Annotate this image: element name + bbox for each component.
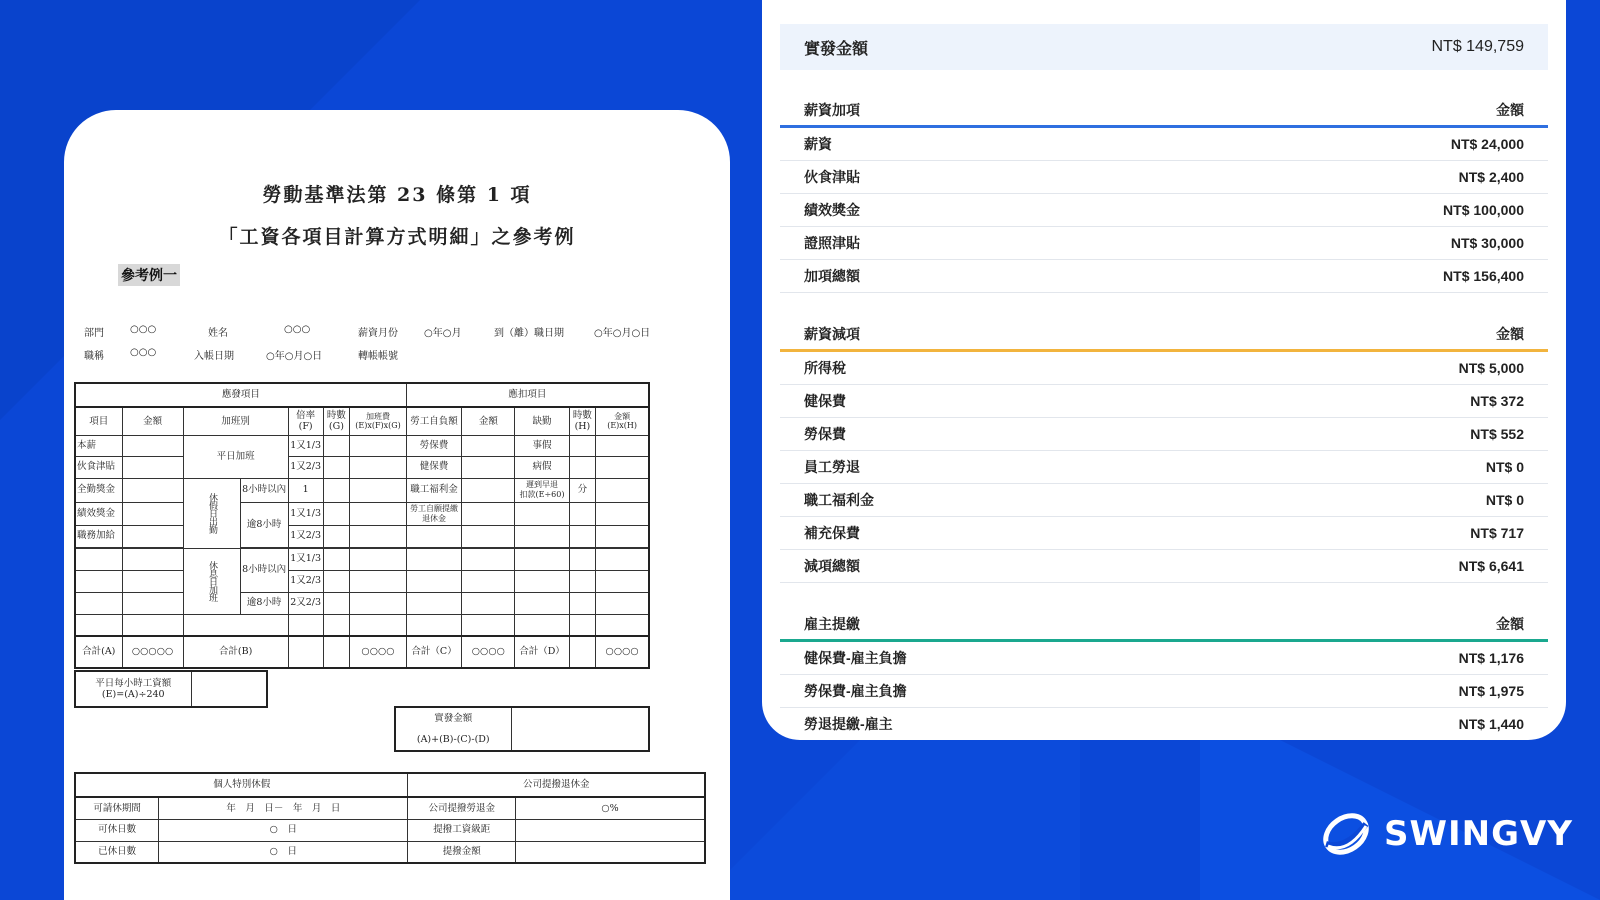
row-value: NT$ 24,000 [1450, 136, 1524, 152]
col-header: 加班別 [183, 407, 288, 435]
row-value: NT$ 5,000 [1458, 360, 1524, 376]
rate-cell: 1又1/3 [288, 548, 323, 570]
leave-days-value: ○ 日 [159, 819, 408, 841]
ot-within8: 8小時以內 [240, 548, 288, 592]
pension-rate-label: 公司提撥勞退金 [408, 797, 516, 819]
absence-item: 病假 [515, 456, 569, 478]
wage-table [74, 382, 650, 669]
deduction-row [780, 418, 1548, 451]
ot-over8: 逾8小時 [240, 592, 288, 614]
row-value: NT$ 30,000 [1450, 235, 1524, 251]
swingvy-logo [1320, 810, 1573, 858]
month-label: 薪資月份 [358, 328, 398, 339]
col-header: 倍率 (F) [288, 407, 323, 435]
net-pay-row [780, 24, 1548, 70]
deduction-row [780, 451, 1548, 484]
hourly-wage-label: 平日每小時工資額 (E)=(A)÷240 [75, 671, 191, 707]
leave-period-value: 年 月 日－ 年 月 日 [159, 797, 408, 819]
employer-header [780, 608, 1548, 642]
ot-within8: 8小時以內 [240, 478, 288, 502]
ot-rest-label: 休息日加班 [183, 548, 240, 614]
row-label: 績效獎金 [804, 202, 860, 218]
pension-rate-value: ○% [516, 797, 705, 819]
net-pay-label: 實發金額 [395, 707, 511, 729]
rate-cell: 1又2/3 [288, 570, 323, 592]
addition-total-row [780, 260, 1548, 293]
deduction-total-row [780, 550, 1548, 583]
earn-header: 應發項目 [75, 383, 406, 407]
earn-item: 全勤獎金 [75, 478, 122, 502]
deduct-item: 健保費 [406, 456, 462, 478]
addition-row [780, 128, 1548, 161]
row-value: NT$ 1,975 [1458, 683, 1524, 699]
account-label: 轉帳帳號 [358, 351, 398, 362]
arrive-value: ○年○月○日 [594, 328, 651, 339]
minute-unit: 分 [569, 478, 596, 502]
entry-label: 入帳日期 [194, 351, 234, 362]
total-b-value: ○○○○ [350, 636, 407, 668]
leave-used-label: 已休日數 [75, 841, 159, 863]
total-d-value: ○○○○ [596, 636, 649, 668]
absence-item: 事假 [515, 435, 569, 456]
pension-amount-label: 提撥金額 [408, 841, 516, 863]
entry-value: ○年○月○日 [266, 351, 323, 362]
row-label: 健保費-雇主負擔 [804, 650, 907, 666]
row-label: 加項總額 [804, 268, 860, 284]
row-label: 健保費 [804, 393, 846, 409]
month-value: ○年○月 [424, 328, 462, 339]
row-value: NT$ 717 [1470, 525, 1524, 541]
col-header: 金額 (E)x(H) [596, 407, 649, 435]
brand-name: SWINGVY [1384, 814, 1573, 854]
row-label: 薪資 [804, 136, 832, 152]
rate-cell: 1 [288, 478, 323, 502]
ot-over8: 逾8小時 [240, 502, 288, 547]
row-label: 所得稅 [804, 360, 846, 376]
payroll-card [762, 0, 1566, 740]
deduction-row [780, 517, 1548, 550]
swingvy-logo-icon [1320, 810, 1372, 858]
col-header: 時數 (H) [569, 407, 596, 435]
leave-table [74, 772, 706, 864]
leave-period-label: 可請休期間 [75, 797, 159, 819]
example-label: 參考例一 [118, 264, 180, 286]
col-header: 勞工自負額 [406, 407, 462, 435]
total-b-label: 合計(B) [183, 636, 288, 668]
col-header: 時數 (G) [323, 407, 350, 435]
employer-row [780, 642, 1548, 675]
additions-header [780, 94, 1548, 128]
net-pay-box [394, 706, 650, 752]
wage-form-card [64, 110, 730, 900]
net-pay-formula: (A)+(B)-(C)-(D) [395, 729, 511, 751]
row-value: NT$ 6,641 [1458, 558, 1524, 574]
absence-item: 遲到早退 扣款(E÷60) [515, 478, 569, 502]
row-value: NT$ 100,000 [1443, 202, 1524, 218]
deduct-item: 職工福利金 [406, 478, 462, 502]
amount-header: 金額 [1496, 325, 1524, 342]
addition-row [780, 227, 1548, 260]
row-label: 補充保費 [804, 525, 860, 541]
col-header: 金額 [462, 407, 515, 435]
col-header: 缺勤 [515, 407, 569, 435]
deduct-item: 勞工自願提繳退休金 [406, 502, 462, 525]
title-label: 職稱 [84, 351, 104, 362]
leave-used-value: ○ 日 [159, 841, 408, 863]
row-value: NT$ 0 [1485, 492, 1524, 508]
row-value: NT$ 2,400 [1458, 169, 1524, 185]
employer-title: 雇主提繳 [804, 615, 860, 632]
deduction-row [780, 352, 1548, 385]
earn-item: 伙食津貼 [75, 456, 122, 478]
total-a-label: 合計(A) [75, 636, 122, 668]
row-label: 勞保費-雇主負擔 [804, 683, 907, 699]
rate-cell: 1又1/3 [288, 435, 323, 456]
pension-header: 公司提撥退休金 [408, 773, 705, 797]
col-header: 金額 [122, 407, 183, 435]
rate-cell: 2又2/3 [288, 592, 323, 614]
ot-weekday-label: 平日加班 [183, 435, 288, 478]
row-value: NT$ 0 [1485, 459, 1524, 475]
row-value: NT$ 156,400 [1443, 268, 1524, 284]
rate-cell: 1又2/3 [288, 456, 323, 478]
row-label: 勞退提繳-雇主 [804, 716, 893, 732]
deduct-item: 勞保費 [406, 435, 462, 456]
form-title: 勞動基準法第 23 條第 1 項 [262, 184, 532, 206]
col-header: 項目 [75, 407, 122, 435]
addition-row [780, 194, 1548, 227]
row-value: NT$ 1,440 [1458, 716, 1524, 732]
amount-header: 金額 [1496, 615, 1524, 632]
row-label: 職工福利金 [804, 492, 874, 508]
hourly-wage-box [74, 670, 268, 708]
leave-header: 個人特別休假 [75, 773, 408, 797]
ot-holiday-label: 休假日出勤 [183, 478, 240, 548]
deduct-header: 應扣項目 [406, 383, 649, 407]
earn-item: 職務加給 [75, 525, 122, 547]
deductions-section [780, 318, 1548, 583]
pension-grade-label: 提撥工資級距 [408, 819, 516, 841]
deductions-header [780, 318, 1548, 352]
row-label: 伙食津貼 [804, 169, 860, 185]
net-pay-value: NT$ 149,759 [1431, 38, 1524, 55]
earn-item: 績效獎金 [75, 502, 122, 525]
deduction-row [780, 385, 1548, 418]
net-pay-label: 實發金額 [804, 40, 869, 58]
col-header: 加班費 (E)x(F)x(G) [350, 407, 407, 435]
total-a-value: ○○○○○ [122, 636, 183, 668]
title-value: ○○○ [130, 347, 157, 358]
row-label: 勞保費 [804, 426, 846, 442]
addition-row [780, 161, 1548, 194]
row-value: NT$ 552 [1470, 426, 1524, 442]
earn-item: 本薪 [75, 435, 122, 456]
dept-value: ○○○ [130, 324, 157, 335]
total-c-value: ○○○○ [462, 636, 515, 668]
employer-section [780, 608, 1548, 740]
employer-row [780, 675, 1548, 708]
row-label: 員工勞退 [804, 459, 860, 475]
additions-title: 薪資加項 [804, 101, 860, 118]
amount-header: 金額 [1496, 101, 1524, 118]
total-d-label: 合計（D） [515, 636, 569, 668]
row-value: NT$ 1,176 [1458, 650, 1524, 666]
total-c-label: 合計（C） [406, 636, 462, 668]
dept-label: 部門 [84, 328, 104, 339]
leave-days-label: 可休日數 [75, 819, 159, 841]
rate-cell: 1又2/3 [288, 525, 323, 547]
name-label: 姓名 [208, 328, 228, 339]
additions-section [780, 94, 1548, 293]
row-label: 減項總額 [804, 558, 860, 574]
rate-cell: 1又1/3 [288, 502, 323, 525]
arrive-label: 到（離）職日期 [494, 328, 564, 339]
deductions-title: 薪資減項 [804, 325, 860, 342]
row-label: 證照津貼 [804, 235, 860, 251]
employer-row [780, 708, 1548, 740]
form-subtitle: 「工資各項目計算方式明細」之參考例 [218, 226, 576, 248]
deduction-row [780, 484, 1548, 517]
row-value: NT$ 372 [1470, 393, 1524, 409]
name-value: ○○○ [284, 324, 311, 335]
